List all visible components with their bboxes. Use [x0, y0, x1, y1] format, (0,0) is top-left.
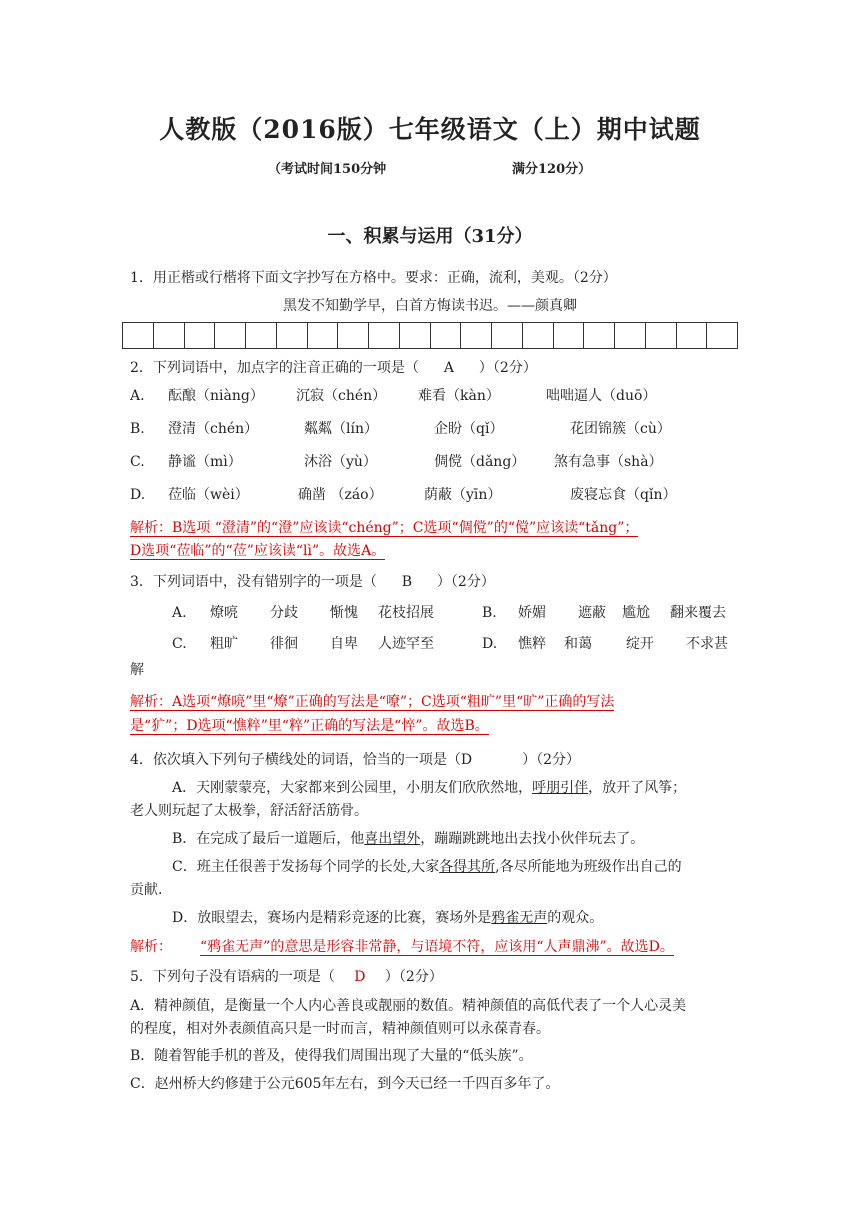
option-word: 遮蔽	[578, 605, 606, 621]
question-5-answer: D	[354, 969, 366, 985]
question-3-analysis-cont	[130, 716, 489, 736]
option-label: D.	[130, 487, 146, 503]
section-heading: 一、积累与运用（31分）	[327, 226, 533, 247]
question-4-stem-end: ）（2分）	[522, 752, 581, 768]
question-4-option-a	[172, 778, 686, 798]
option-word-wrap: 解	[130, 662, 144, 678]
option-label: C.	[172, 636, 187, 652]
grid-cell[interactable]	[277, 323, 308, 348]
option-word: 尴尬	[622, 605, 650, 621]
option-item: 花团锦簇（cù）	[570, 421, 671, 437]
option-word: 绽开	[626, 636, 654, 652]
question-5-stem-end: ）（2分）	[384, 969, 443, 985]
question-3-answer: B	[401, 574, 413, 590]
grid-cell[interactable]	[584, 323, 615, 348]
question-5-option-c: C．赵州桥大约修建于公元605年左右，到今天已经一千四百多年了。	[130, 1076, 560, 1092]
option-label: C.	[130, 454, 145, 470]
question-3-stem-text: 3．下列词语中，没有错别字的一项是（	[130, 574, 377, 590]
question-4-option-c	[172, 857, 682, 877]
question-2-analysis-cont	[130, 541, 385, 561]
grid-cell[interactable]	[246, 323, 277, 348]
option-word: 憔粹	[518, 636, 546, 652]
option-keyword: 呼朋引伴	[532, 780, 589, 796]
question-2-stem-end: ）（2分）	[478, 360, 537, 376]
option-text: ，蹦蹦跳跳地出去找小伙伴玩去了。	[420, 831, 645, 847]
grid-cell[interactable]	[646, 323, 677, 348]
question-5-option-b: B．随着智能手机的普及，使得我们周围出现了大量的“低头族”。	[130, 1048, 533, 1064]
option-item: 荫蔽（yīn）	[424, 487, 502, 503]
question-1-quote: 黑发不知勤学早，白首方悔读书迟。——颜真卿	[283, 298, 577, 314]
analysis-line: 解析：A选项“燎喨”里“燎”正确的写法是“嘹”；C选项“粗旷”里“旷”正确的写法	[130, 694, 615, 710]
option-word: 徘徊	[270, 636, 298, 652]
option-word: 和蔼	[564, 636, 592, 652]
option-word: 娇媚	[518, 605, 546, 621]
question-3-stem-end: ）（2分）	[436, 574, 495, 590]
option-text: C．班主任很善于发扬每个同学的长处,大家	[172, 859, 440, 875]
question-1-stem: 1．用正楷或行楷将下面文字抄写在方格中。要求：正确，流利，美观。（2分）	[130, 270, 617, 286]
grid-cell[interactable]	[492, 323, 523, 348]
grid-cell[interactable]	[215, 323, 246, 348]
option-keyword: 喜出望外	[364, 831, 421, 847]
option-text: A．天刚蒙蒙亮，大家都来到公园里，小朋友们欣欣然地，	[172, 780, 533, 796]
grid-cell[interactable]	[431, 323, 462, 348]
option-text: ，放开了风筝；	[588, 780, 687, 796]
grid-cell[interactable]	[308, 323, 339, 348]
option-label: A.	[172, 605, 187, 621]
option-text: ,各尽所能地为班级作出自己的	[495, 859, 682, 875]
option-word: 分歧	[270, 605, 298, 621]
option-item: 确凿 （záo）	[298, 487, 383, 503]
option-label: D.	[482, 636, 498, 652]
option-word: 燎喨	[210, 605, 238, 621]
option-word: 人迹罕至	[378, 636, 434, 652]
question-2-analysis	[130, 518, 638, 538]
grid-cell[interactable]	[154, 323, 185, 348]
grid-cell[interactable]	[185, 323, 216, 348]
option-word: 粗旷	[210, 636, 238, 652]
grid-cell[interactable]	[461, 323, 492, 348]
option-label: B.	[130, 421, 145, 437]
option-text: D．放眼望去，赛场内是精彩竞逐的比赛，赛场外是	[172, 910, 492, 926]
option-label: B.	[482, 605, 497, 621]
grid-cell[interactable]	[523, 323, 554, 348]
question-4-option-b	[172, 829, 644, 849]
grid-cell[interactable]	[369, 323, 400, 348]
option-word: 惭愧	[330, 605, 358, 621]
option-item: 废寝忘食（qǐn）	[570, 487, 677, 503]
question-5-stem-text: 5．下列句子没有语病的一项是（	[130, 969, 335, 985]
option-item: 澄清（chén）	[168, 421, 259, 437]
option-item: 难看（kàn）	[418, 388, 500, 404]
writing-grid[interactable]	[122, 322, 738, 349]
option-word: 自卑	[330, 636, 358, 652]
question-4-stem	[130, 750, 580, 770]
question-5-stem	[130, 967, 443, 987]
option-item: 静谧（mì）	[168, 454, 242, 470]
option-item: 沐浴（yù）	[304, 454, 377, 470]
question-5-option-a: A．精神颜值，是衡量一个人内心善良或靓丽的数值。精神颜值的高低代表了一个人心灵美	[130, 998, 687, 1014]
option-item: 煞有急事（shà）	[554, 454, 663, 470]
option-item: 粼粼（lín）	[304, 421, 378, 437]
analysis-line: 是“犷”；D选项“憔粹”里“粹”正确的写法是“悴”。故选B。	[130, 718, 489, 734]
question-2-answer: A	[443, 360, 454, 376]
question-4-stem-text: 4．依次填入下列句子横线处的词语，恰当的一项是（D	[130, 752, 473, 768]
grid-cell[interactable]	[554, 323, 585, 348]
option-item: 沉寂（chén）	[296, 388, 387, 404]
grid-cell[interactable]	[123, 323, 154, 348]
option-item: 咄咄逼人（duō）	[546, 388, 657, 404]
option-item: 莅临（wèi）	[168, 487, 249, 503]
question-2-stem-text: 2．下列词语中，加点字的注音正确的一项是（	[130, 360, 419, 376]
option-keyword: 鸦雀无声	[491, 910, 548, 926]
page-title: 人教版（2016版）七年级语文（上）期中试题	[159, 115, 701, 144]
option-item: 倜傥（dǎng）	[434, 454, 526, 470]
grid-cell[interactable]	[615, 323, 646, 348]
full-score: 满分120分）	[512, 162, 592, 177]
question-3-analysis	[130, 692, 614, 712]
question-4-option-a-cont: 老人则玩起了太极拳，舒活舒活筋骨。	[130, 803, 368, 819]
analysis-line: “鸦雀无声”的意思是形容非常静，与语境不符，应该用“人声鼎沸”。故选D。	[200, 939, 674, 955]
question-4-analysis	[130, 937, 674, 957]
question-5-option-a-cont: 的程度，相对外表颜值高只是一时而言，精神颜值则可以永葆青春。	[130, 1021, 550, 1037]
grid-cell[interactable]	[338, 323, 369, 348]
grid-cell[interactable]	[707, 323, 737, 348]
option-word: 翻来覆去	[670, 605, 726, 621]
analysis-label: 解析：	[130, 939, 172, 955]
question-4-option-c-cont: 贡献.	[130, 882, 163, 898]
exam-time: （考试时间150分钟	[268, 162, 387, 177]
question-4-option-d	[172, 908, 603, 928]
option-text: B．在完成了最后一道题后，他	[172, 831, 365, 847]
question-2-stem	[130, 358, 537, 378]
option-label: A.	[130, 388, 145, 404]
question-3-stem	[130, 572, 495, 592]
option-word: 不求甚	[686, 636, 728, 652]
grid-cell[interactable]	[677, 323, 708, 348]
option-word: 花枝招展	[378, 605, 434, 621]
option-item: 酝酿（niàng）	[168, 388, 264, 404]
option-keyword: 各得其所	[439, 859, 496, 875]
grid-cell[interactable]	[400, 323, 431, 348]
option-text: 的观众。	[547, 910, 604, 926]
analysis-line: D选项“莅临”的“莅”应该读“lì”。故选A。	[130, 543, 386, 559]
analysis-line: 解析：B选项 “澄清”的“澄”应该读“chéng”；C选项“倜傥”的“傥”应该读“tǎng”；	[130, 520, 639, 536]
option-item: 企盼（qǐ）	[434, 421, 504, 437]
